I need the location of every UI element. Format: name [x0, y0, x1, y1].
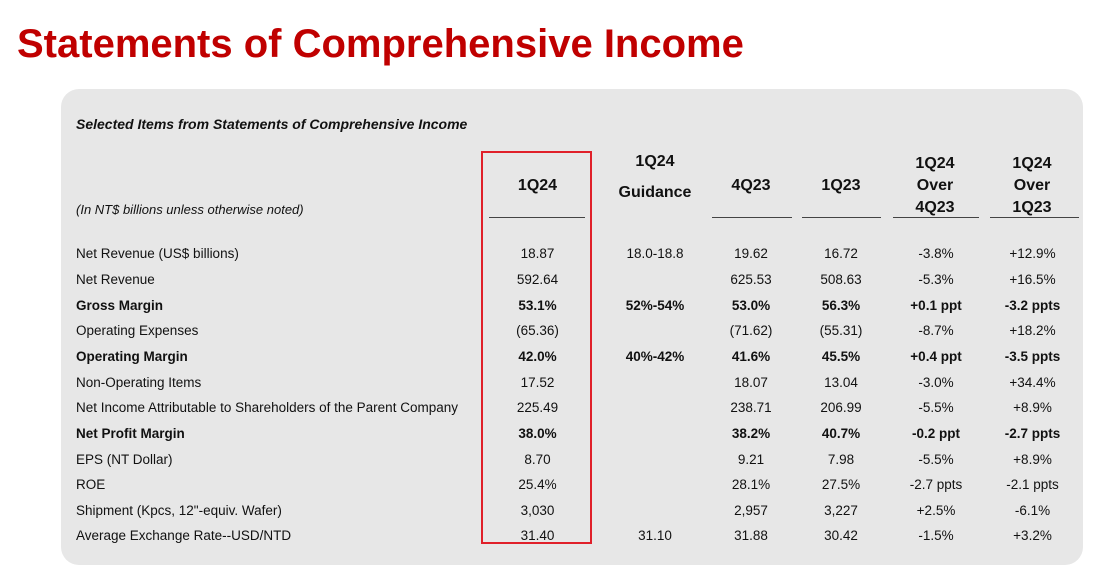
col-header-4q23	[710, 175, 792, 197]
cell-c1q23: 40.7%	[821, 426, 861, 441]
cell-guidance: 52%-54%	[625, 298, 685, 313]
cell-c4q23: 9.21	[737, 452, 765, 467]
cell-c4q23: 28.1%	[731, 477, 771, 492]
row-label: Gross Margin	[76, 298, 164, 313]
header-underline-1q24	[489, 217, 585, 218]
cell-c4q23: 41.6%	[731, 349, 771, 364]
cell-c4q23: 38.2%	[731, 426, 771, 441]
cell-over4q23: -2.7 ppts	[909, 477, 963, 492]
cell-c1q24: 53.1%	[518, 298, 557, 313]
cell-c1q24: 17.52	[520, 375, 555, 390]
cell-over1q23: +34.4%	[1009, 375, 1056, 390]
cell-c4q23: 53.0%	[731, 298, 771, 313]
cell-over1q23: +3.2%	[1013, 528, 1052, 543]
cell-c1q24: 31.40	[520, 528, 555, 543]
cell-c1q23: 13.04	[824, 375, 858, 390]
cell-over1q23: -2.1 ppts	[1006, 477, 1059, 492]
cell-over1q23: -6.1%	[1014, 503, 1051, 518]
row-label: Operating Expenses	[76, 323, 199, 338]
cell-over1q23: -2.7 ppts	[1004, 426, 1061, 441]
cell-over1q23: -3.5 ppts	[1004, 349, 1061, 364]
row-label: Operating Margin	[76, 349, 188, 364]
col-header-1q23-label: 1Q23	[821, 177, 861, 194]
cell-c4q23: 18.07	[734, 375, 768, 390]
cell-c1q23: 3,227	[824, 503, 858, 518]
cell-over4q23: +0.4 ppt	[910, 349, 962, 364]
cell-c1q23: 7.98	[827, 452, 855, 467]
cell-c1q24: 38.0%	[518, 426, 557, 441]
cell-over4q23: +2.5%	[916, 503, 956, 518]
cell-over4q23: -5.5%	[918, 400, 954, 415]
cell-c1q24: 18.87	[520, 246, 555, 261]
cell-over1q23: +18.2%	[1009, 323, 1056, 338]
col-header-over-4q23-line2: Over	[916, 177, 954, 194]
cell-over4q23: -3.8%	[918, 246, 954, 261]
cell-c4q23: 2,957	[734, 503, 768, 518]
cell-over1q23: -3.2 ppts	[1004, 298, 1061, 313]
cell-c1q24: (65.36)	[516, 323, 559, 338]
row-label: Net Income Attributable to Shareholders of the Parent Company	[76, 400, 458, 415]
header-underline-over-1q23	[990, 217, 1079, 218]
cell-c4q23: 625.53	[730, 272, 772, 287]
cell-guidance: 40%-42%	[625, 349, 685, 364]
col-header-4q23-label: 4Q23	[731, 177, 771, 194]
cell-c4q23: (71.62)	[729, 323, 773, 338]
row-label: Shipment (Kpcs, 12"-equiv. Wafer)	[76, 503, 282, 518]
cell-over4q23: -0.2 ppt	[911, 426, 960, 441]
col-header-over-1q23-line2: Over	[1013, 177, 1051, 194]
row-label: Net Revenue	[76, 272, 155, 287]
cell-guidance: 31.10	[638, 528, 672, 543]
col-header-guidance-line2: Guidance	[618, 184, 692, 201]
cell-over4q23: -8.7%	[918, 323, 954, 338]
cell-c1q23: (55.31)	[819, 323, 863, 338]
cell-over1q23: +8.9%	[1013, 452, 1052, 467]
row-label: Net Revenue (US$ billions)	[76, 246, 239, 261]
cell-c1q23: 45.5%	[821, 349, 861, 364]
cell-c1q24: 8.70	[524, 452, 551, 467]
cell-guidance: 18.0-18.8	[626, 246, 684, 261]
header-underline-1q23	[802, 217, 881, 218]
col-header-over-4q23-line1: 1Q24	[915, 155, 955, 172]
cell-c1q24: 225.49	[516, 400, 559, 415]
col-header-over-4q23-line3: 4Q23	[915, 199, 955, 216]
cell-c1q23: 27.5%	[821, 477, 861, 492]
cell-c4q23: 19.62	[734, 246, 768, 261]
unit-note: (In NT$ billions unless otherwise noted)	[76, 202, 304, 217]
cell-c1q24: 42.0%	[518, 349, 557, 364]
cell-c1q24: 3,030	[520, 503, 555, 518]
cell-c1q23: 56.3%	[821, 298, 861, 313]
page-title: Statements of Comprehensive Income	[17, 22, 744, 66]
col-header-1q24	[490, 175, 585, 197]
header-underline-over-4q23	[893, 217, 979, 218]
cell-over1q23: +8.9%	[1013, 400, 1052, 415]
col-header-1q24-label: 1Q24	[517, 177, 558, 194]
cell-c1q23: 30.42	[824, 528, 858, 543]
cell-c1q24: 25.4%	[518, 477, 557, 492]
col-header-guidance-line1: 1Q24	[635, 153, 675, 170]
row-label: ROE	[76, 477, 106, 492]
cell-over1q23: +16.5%	[1009, 272, 1056, 287]
col-header-over-1q23-line3: 1Q23	[1012, 199, 1052, 216]
cell-over4q23: -3.0%	[918, 375, 954, 390]
col-header-over-1q23	[987, 153, 1077, 219]
cell-over1q23: +12.9%	[1009, 246, 1056, 261]
cell-over4q23: -5.5%	[918, 452, 954, 467]
col-header-1q23	[800, 175, 882, 197]
cell-over4q23: +0.1 ppt	[910, 298, 962, 313]
row-label: Average Exchange Rate--USD/NTD	[76, 528, 292, 543]
cell-c1q23: 206.99	[820, 400, 862, 415]
row-label: Net Profit Margin	[76, 426, 185, 441]
row-label: EPS (NT Dollar)	[76, 452, 173, 467]
cell-c4q23: 238.71	[730, 400, 772, 415]
col-header-guidance	[600, 151, 710, 204]
col-header-over-4q23	[890, 153, 980, 219]
header-underline-4q23	[712, 217, 792, 218]
cell-c4q23: 31.88	[734, 528, 768, 543]
row-label: Non-Operating Items	[76, 375, 202, 390]
cell-over4q23: -5.3%	[918, 272, 954, 287]
cell-c1q23: 508.63	[820, 272, 862, 287]
table-subtitle: Selected Items from Statements of Comprehensive Income	[76, 116, 468, 132]
cell-over4q23: -1.5%	[918, 528, 954, 543]
cell-c1q23: 16.72	[824, 246, 858, 261]
col-header-over-1q23-line1: 1Q24	[1012, 155, 1052, 172]
cell-c1q24: 592.64	[516, 272, 559, 287]
